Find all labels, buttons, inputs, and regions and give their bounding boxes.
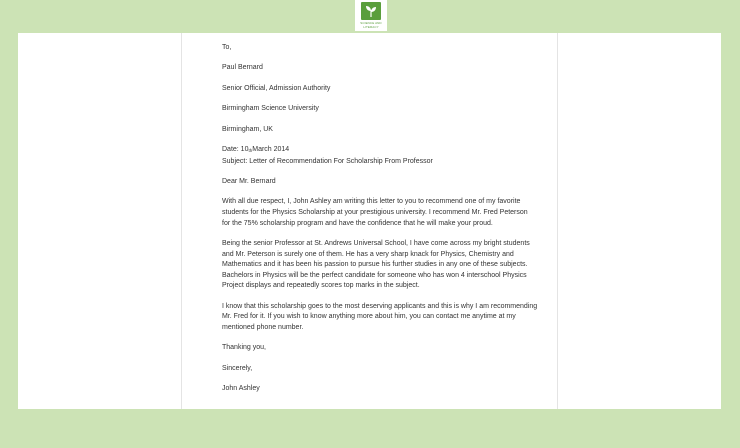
- date-ordinal: th: [248, 147, 253, 153]
- paragraph-line: Being the senior Professor at St. Andrews Universal School, I have come across my bright students: [222, 239, 530, 247]
- leaf-icon: [361, 2, 381, 20]
- paragraph-line: and Mr. Peterson is surely one of them. He has a very sharp knack for Physics, Chemistry and: [222, 250, 514, 258]
- paragraph-line: students for the Physics Scholarship at your prestigious university. I recommend Mr. Fred Peterson: [222, 208, 528, 216]
- letter-date: [222, 145, 542, 157]
- page-right-edge: [557, 33, 558, 409]
- paragraph-line: With all due respect, I, John Ashley am writing this letter to you to recommend one of my favorite: [222, 198, 521, 206]
- logo-caption-line1: SCIENCE AND: [360, 21, 382, 25]
- recipient-title: Senior Official, Admission Authority: [222, 84, 331, 92]
- thanks-line: Thanking you,: [222, 344, 266, 352]
- logo-caption-line2: LITERACY: [363, 25, 379, 29]
- paragraph-line: Project displays and repeatedly scores top marks in the subject.: [222, 282, 420, 290]
- page-left-edge: [181, 33, 182, 409]
- date-prefix: Date: 10: [222, 145, 249, 153]
- paragraph-line: Bachelors in Physics will be the perfect candidate for someone who has won 4 interschool Physics: [222, 271, 527, 279]
- letter-to: To,: [222, 44, 232, 51]
- letter: [222, 43, 542, 404]
- document-panel: [18, 33, 721, 409]
- logo: [355, 0, 387, 31]
- paragraph-line: I know that this scholarship goes to the most deserving applicants and this is why I am recommending: [222, 302, 538, 310]
- paragraph-2: [222, 239, 542, 292]
- paragraph-line: Mathematics and it has been his passion to pursue his further studies in any one of these subjects.: [222, 261, 528, 269]
- salutation: Dear Mr. Bernard: [222, 177, 276, 185]
- closing-line: Sincerely,: [222, 364, 253, 372]
- letter-subject: Subject: Letter of Recommendation For Scholarship From Professor: [222, 157, 433, 165]
- paragraph-line: Mr. Fred for it. If you wish to know anything more about him, you can contact me anytime at my: [222, 313, 516, 321]
- paragraph-3: [222, 302, 542, 334]
- signature: John Ashley: [222, 385, 260, 393]
- recipient-name: Paul Bernard: [222, 64, 263, 72]
- paragraph-line: mentioned phone number.: [222, 323, 304, 331]
- recipient-org: Birmingham Science University: [222, 105, 319, 113]
- paragraph-line: for the 75% scholarship program and have the confidence that he will make your proud.: [222, 219, 493, 227]
- date-rest: March 2014: [252, 145, 290, 153]
- recipient-location: Birmingham, UK: [222, 125, 273, 133]
- paragraph-1: [222, 197, 542, 229]
